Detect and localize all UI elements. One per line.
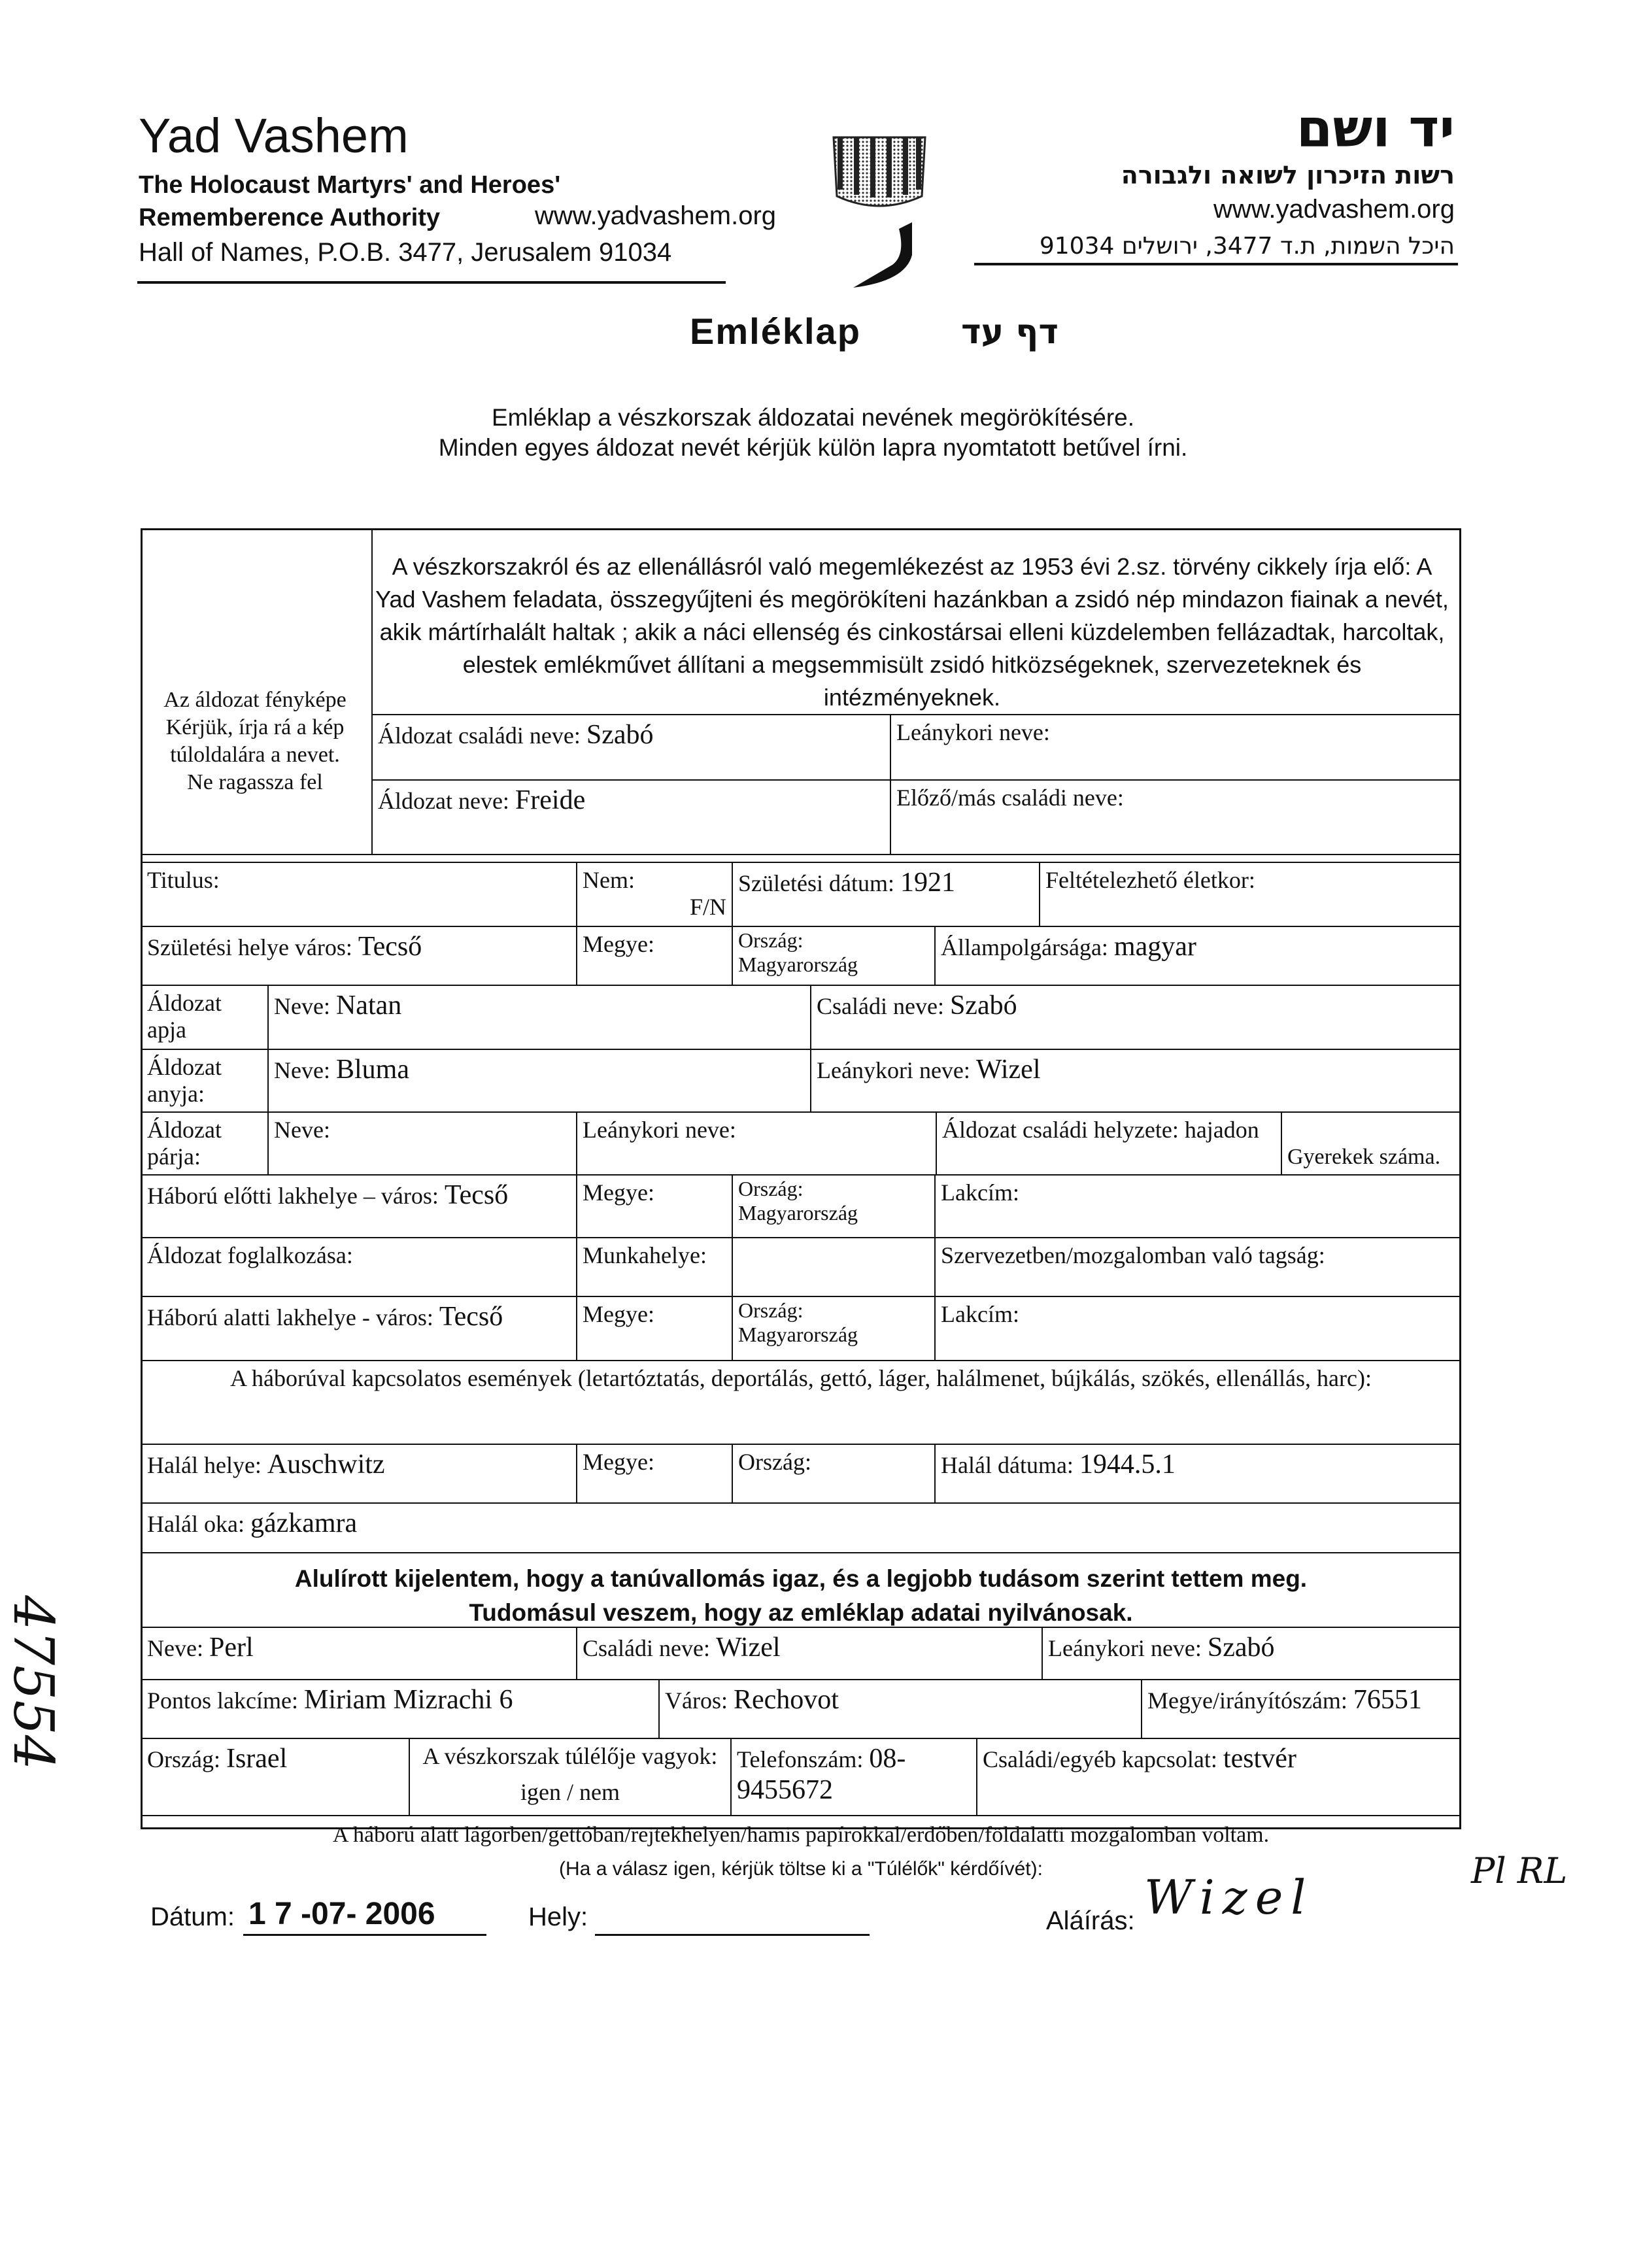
submitter-family-label: Családi neve:	[583, 1635, 710, 1661]
prewar-county-field[interactable]	[576, 1174, 733, 1238]
birth-city-field[interactable]	[141, 926, 577, 986]
submitter-name-value: Perl	[209, 1633, 254, 1663]
yad-vashem-logo-icon	[814, 124, 945, 294]
spouse-maiden-label: Leánykori neve:	[583, 1117, 736, 1143]
victim-maiden-name-field[interactable]	[890, 714, 1461, 781]
marital-status-value: hajadon	[1184, 1117, 1259, 1143]
mother-name-value: Bluma	[335, 1055, 409, 1085]
wartime-country-value: Magyarország	[738, 1322, 858, 1346]
workplace-field[interactable]	[576, 1237, 733, 1297]
workplace-label: Munkahelye:	[583, 1242, 707, 1268]
victim-prev-name-field[interactable]	[890, 779, 1461, 855]
death-place-field[interactable]	[141, 1444, 577, 1504]
survivor-label: A vészkorszak túlélője vagyok:	[422, 1743, 718, 1769]
signature-label: Aláírás:	[1046, 1906, 1135, 1935]
father-row-label: Áldozat apja	[147, 990, 222, 1043]
death-place-label: Halál helye:	[147, 1452, 262, 1478]
submitter-address-label: Pontos lakcíme:	[147, 1687, 298, 1714]
submitter-maiden-label: Leánykori neve:	[1048, 1635, 1202, 1661]
wartime-country-label: Ország:	[738, 1298, 804, 1322]
father-name-label: Neve:	[274, 993, 330, 1019]
birth-date-value: 1921	[900, 868, 955, 898]
mother-name-field[interactable]	[267, 1049, 811, 1113]
sex-label: Nem:	[583, 867, 635, 893]
submitter-family-field[interactable]	[576, 1627, 1043, 1680]
photo-instructions	[144, 686, 366, 796]
death-country-label: Ország:	[738, 1449, 811, 1475]
survivor-field[interactable]	[409, 1738, 732, 1816]
death-cause-value: gázkamra	[250, 1508, 358, 1538]
hebrew-org-subtitle: רשות הזיכרון לשואה ולגבורה	[1121, 161, 1455, 190]
marital-status-field[interactable]	[936, 1111, 1282, 1176]
prewar-city-field[interactable]	[141, 1174, 577, 1238]
prewar-city-value: Tecső	[444, 1180, 509, 1210]
mother-maiden-label: Leánykori neve:	[817, 1057, 970, 1083]
relation-value: testvér	[1223, 1744, 1296, 1774]
form-title-hebrew: דף עד	[961, 313, 1059, 352]
mother-row-label-cell	[141, 1049, 269, 1113]
victim-family-name-field[interactable]	[371, 714, 891, 781]
death-place-value: Auschwitz	[267, 1449, 385, 1480]
photo-line-1: Az áldozat fényképe	[163, 688, 347, 712]
submitter-country-value: Israel	[226, 1744, 288, 1774]
submitter-zip-label: Megye/irányítószám:	[1147, 1687, 1347, 1714]
handwritten-signature[interactable]: Wizel	[1144, 1870, 1314, 1925]
place-input-line[interactable]	[595, 1934, 870, 1936]
submitter-address-field[interactable]	[141, 1679, 660, 1739]
death-date-value: 1944.5.1	[1079, 1449, 1176, 1480]
title-label: Titulus:	[147, 867, 220, 893]
website-right: www.yadvashem.org	[1213, 195, 1455, 224]
submitter-zip-value: 76551	[1353, 1685, 1422, 1715]
wartime-city-label: Háború alatti lakhelye - város:	[147, 1304, 433, 1330]
wartime-city-field[interactable]	[141, 1296, 577, 1361]
submitter-address-value: Miriam Mizrachi 6	[303, 1685, 513, 1715]
hebrew-address: היכל השמות, ת.ד 3477, ירושלים 91034	[1039, 233, 1455, 260]
org-name: Yad Vashem	[139, 109, 409, 163]
father-family-field[interactable]	[810, 985, 1461, 1050]
declaration-line-2: Tudomásul veszem, hogy az emléklap adatai nyilvánosak.	[469, 1599, 1133, 1626]
citizenship-label: Állampolgársága:	[941, 934, 1108, 960]
prewar-country-label: Ország:	[738, 1177, 804, 1200]
date-stamp-value[interactable]: 1 7 -07- 2006	[248, 1897, 435, 1931]
citizenship-value: magyar	[1113, 932, 1196, 962]
spouse-maiden-field[interactable]	[576, 1111, 937, 1176]
margin-handwritten-number: 47554	[1, 1595, 65, 1770]
submitter-country-label: Ország:	[147, 1746, 220, 1772]
date-underline	[243, 1934, 486, 1936]
submitter-name-field[interactable]	[141, 1627, 577, 1680]
victim-prev-name-label: Előző/más családi neve:	[896, 785, 1124, 811]
spouse-name-label: Neve:	[274, 1117, 330, 1143]
photo-line-2: Kérjük, írja rá a kép	[165, 715, 345, 739]
camp-statement: A háború alatt lágorben/gettóban/rejtekhelyen/hamis papírokkal/erdőben/földalatti mozgalomban voltam.	[332, 1823, 1270, 1847]
mother-row-label: Áldozat anyja:	[147, 1054, 222, 1108]
events-field[interactable]	[141, 1360, 1461, 1445]
submitter-name-label: Neve:	[147, 1635, 203, 1661]
death-cause-label: Halál oka:	[147, 1511, 245, 1537]
spouse-row-label: Áldozat párja:	[147, 1117, 222, 1170]
org-subtitle-2: Rememberence Authority	[139, 204, 441, 231]
birth-county-field[interactable]	[576, 926, 733, 986]
mother-maiden-field[interactable]	[810, 1049, 1461, 1113]
occupation-label: Áldozat foglalkozása:	[147, 1242, 353, 1268]
submitter-family-value: Wizel	[715, 1633, 781, 1663]
title-field[interactable]	[141, 862, 577, 927]
date-label: Dátum:	[150, 1903, 235, 1931]
survivor-options: igen / nem	[520, 1779, 620, 1806]
submitter-country-field[interactable]	[141, 1738, 410, 1816]
approx-age-label: Feltételezhető életkor:	[1045, 867, 1255, 893]
relation-field[interactable]	[976, 1738, 1461, 1816]
father-family-label: Családi neve:	[817, 993, 944, 1019]
submitter-zip-field[interactable]	[1141, 1679, 1461, 1739]
relation-label: Családi/egyéb kapcsolat:	[983, 1746, 1217, 1772]
father-name-value: Natan	[335, 990, 402, 1021]
wartime-address-field[interactable]	[934, 1296, 1461, 1361]
submitter-maiden-value: Szabó	[1207, 1633, 1275, 1663]
header-divider-right	[974, 263, 1458, 265]
birth-date-label: Születési dátum:	[738, 870, 894, 896]
form-title: Emléklap	[690, 311, 861, 352]
website-left: www.yadvashem.org	[535, 201, 777, 230]
birth-country-value: Magyarország	[738, 952, 858, 976]
death-country-field[interactable]	[732, 1444, 936, 1504]
approx-age-field[interactable]	[1039, 862, 1461, 927]
prewar-country-value: Magyarország	[738, 1200, 858, 1225]
birth-country-label: Ország:	[738, 928, 804, 952]
prewar-city-label: Háború előtti lakhelye – város:	[147, 1183, 439, 1209]
birth-county-label: Megye:	[583, 931, 654, 957]
law-text: A vészkorszakról és az ellenállásról való megemlékezést az 1953 évi 2.sz. törvény cikkely írja elő: A Yad Vashem feladata, összegyűjteni és megörökíteni hazánkban a zsidó nép mindazon fiainak a nevét, akik mártírhalált haltak ; akik a náci ellenség és cinkostársai elleni küzdelemben fellázadtak, harcoltak, elestek emlékművet állítani a megsemmisült zsidó hitközségeknek, szervezeteknek és intézményeknek.	[375, 553, 1449, 711]
photo-line-4: Ne ragassza fel	[187, 770, 323, 794]
prewar-county-label: Megye:	[583, 1179, 654, 1206]
wartime-city-value: Tecső	[439, 1302, 503, 1332]
org-subtitle-1: The Holocaust Martyrs' and Heroes'	[139, 171, 561, 199]
submitter-city-field[interactable]	[658, 1679, 1142, 1739]
death-date-field[interactable]	[934, 1444, 1461, 1504]
wartime-address-label: Lakcím:	[941, 1301, 1019, 1327]
membership-field[interactable]	[934, 1237, 1461, 1297]
submitter-city-label: Város:	[665, 1687, 728, 1714]
prewar-address-label: Lakcím:	[941, 1179, 1019, 1206]
phone-value-a: 08-	[869, 1744, 906, 1774]
prewar-country-field[interactable]	[732, 1174, 936, 1238]
hebrew-org-name: יד ושם	[1296, 98, 1455, 159]
prewar-address-field[interactable]	[934, 1174, 1461, 1238]
sex-options: F/N	[689, 894, 726, 921]
birth-date-field[interactable]	[732, 862, 1040, 927]
victim-first-name-value: Freide	[515, 785, 586, 815]
intro-line-2: Minden egyes áldozat nevét kérjük külön lapra nyomtatott betűvel írni.	[438, 434, 1188, 461]
father-family-value: Szabó	[949, 990, 1017, 1021]
children-count-field[interactable]	[1281, 1111, 1461, 1176]
death-cause-field[interactable]	[141, 1502, 1461, 1553]
submitter-maiden-field[interactable]	[1042, 1627, 1461, 1680]
place-label: Hely:	[528, 1903, 588, 1931]
victim-family-name-value: Szabó	[586, 720, 654, 750]
header-divider-left	[137, 281, 726, 284]
birth-city-value: Tecső	[358, 932, 422, 962]
citizenship-field[interactable]	[934, 926, 1461, 986]
handwritten-initials: Pl RL	[1471, 1850, 1568, 1891]
mother-maiden-value: Wizel	[975, 1055, 1041, 1085]
victim-family-name-label: Áldozat családi neve:	[378, 722, 581, 749]
birth-country-field[interactable]	[732, 926, 936, 986]
father-row-label-cell	[141, 985, 269, 1050]
sex-field[interactable]	[576, 862, 733, 927]
org-address: Hall of Names, P.O.B. 3477, Jerusalem 91034	[139, 238, 672, 267]
phone-field[interactable]	[730, 1738, 977, 1816]
submitter-city-value: Rechovot	[733, 1685, 839, 1715]
victim-first-name-label: Áldozat neve:	[378, 788, 509, 814]
marital-status-label: Áldozat családi helyzete:	[942, 1117, 1179, 1143]
occupation-field[interactable]	[141, 1237, 577, 1297]
father-name-field[interactable]	[267, 985, 811, 1050]
phone-label: Telefonszám:	[737, 1746, 864, 1772]
wartime-country-field[interactable]	[732, 1296, 936, 1361]
wartime-county-field[interactable]	[576, 1296, 733, 1361]
death-date-label: Halál dátuma:	[941, 1452, 1074, 1478]
death-county-label: Megye:	[583, 1449, 654, 1475]
camp-hint: (Ha a válasz igen, kérjük töltse ki a "Túlélők" kérdőívét):	[559, 1858, 1043, 1880]
membership-label: Szervezetben/mozgalomban való tagság:	[941, 1242, 1325, 1268]
intro-line-1: Emléklap a vészkorszak áldozatai nevének megörökítésére.	[491, 404, 1135, 431]
wartime-county-label: Megye:	[583, 1301, 654, 1327]
victim-maiden-name-label: Leánykori neve:	[896, 719, 1050, 745]
workplace-value-field[interactable]	[732, 1237, 936, 1297]
spouse-row-label-cell	[141, 1111, 269, 1176]
victim-first-name-field[interactable]	[371, 779, 891, 855]
photo-line-3: túloldalára a nevet.	[170, 743, 340, 767]
children-count-label: Gyerekek száma.	[1287, 1145, 1441, 1169]
birth-city-label: Születési helye város:	[147, 934, 352, 960]
death-county-field[interactable]	[576, 1444, 733, 1504]
events-label: A háborúval kapcsolatos események (letartóztatás, deportálás, gettó, láger, halálmenet, bújkálás, szökés, ellenállás, harc):	[230, 1365, 1372, 1391]
mother-name-label: Neve:	[274, 1057, 330, 1083]
declaration-line-1: Alulírott kijelentem, hogy a tanúvallomás igaz, és a legjobb tudásom szerint tettem meg.	[294, 1565, 1308, 1592]
phone-value-b: 9455672	[737, 1775, 833, 1806]
spouse-name-field[interactable]	[267, 1111, 577, 1176]
